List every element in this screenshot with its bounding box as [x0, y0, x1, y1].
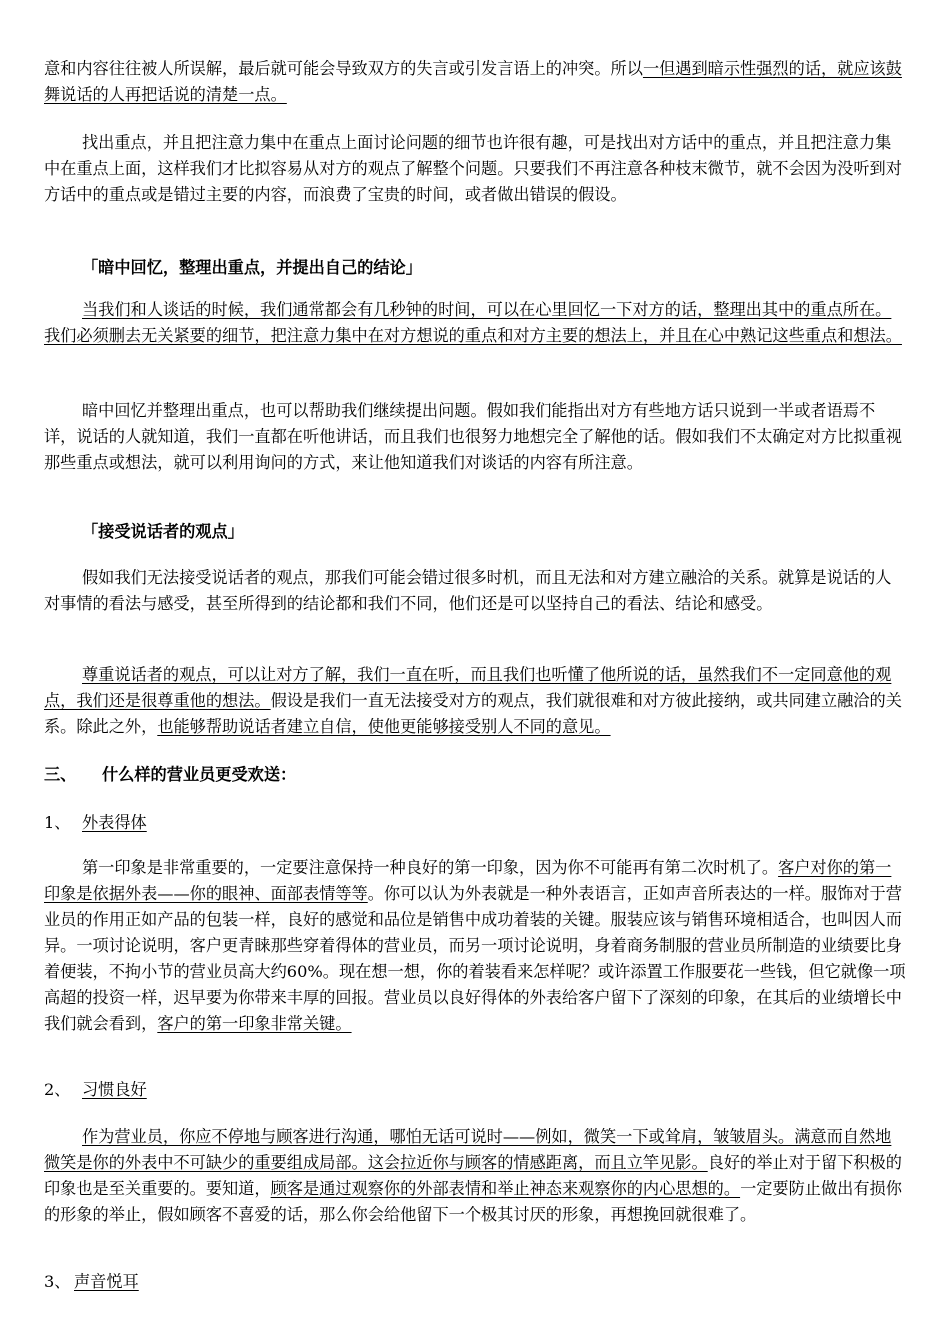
item-2-heading — [44, 1077, 906, 1103]
paragraph-1 — [44, 56, 906, 108]
paragraph-5: 假如我们无法接受说话者的观点，那我们可能会错过很多时机，而且无法和对方建立融洽的关系。就算是说话的人对事情的看法与感受，甚至所得到的结论都和我们不同，他们还是可以坚持自己的看法、结论和感受。 — [44, 568, 892, 613]
heading-accept: 「接受说话者的观点」 — [82, 522, 244, 541]
paragraph-1-text: 意和内容往往被人所误解，最后就可能会导致双方的失言或引发言语上的冲突。所以 — [44, 59, 643, 78]
paragraph-8-underlined-2: 顾客是通过观察你的外部表情和举止神态来观察你的内心思想的。 — [270, 1179, 741, 1198]
paragraph-1-underlined: 一但遇到暗示性强烈的话，就应该鼓舞说话的人再把话说的清楚一点。 — [44, 59, 902, 104]
item-1-title: 外表得体 — [82, 813, 147, 832]
paragraph-4: 暗中回忆并整理出重点，也可以帮助我们继续提出问题。假如我们能指出对方有些地方话只说到一半或者语焉不详，说话的人就知道，我们一直都在听他讲话，而且我们也很努力地想完全了解他的话。假如我们不太确定对方比拟重视那些重点或想法，就可以利用询问的方式，来让他知道我们对谈话的内容有所注意。 — [44, 401, 902, 472]
paragraph-6 — [44, 662, 906, 740]
item-2-title: 习惯良好 — [82, 1080, 147, 1099]
heading-recall: 「暗中回忆，整理出重点，并提出自己的结论」 — [82, 258, 422, 277]
paragraph-7-text-1: 第一印象是非常重要的，一定要注意保持一种良好的第一印象，因为你不可能再有第二次时机了。 — [82, 858, 779, 877]
section-3-heading — [44, 762, 906, 788]
paragraph-8-text-2: 一定要防止做出有损你的形象的举止，假如顾客不喜爱的话，那么你会给他留下一个极其讨厌的形象，再想挽回就很难了。 — [44, 1179, 902, 1224]
paragraph-7-text-2: 。你可以认为外表就是一种外表语言，正如声音所表达的一样。服饰对于营业员的作用正如产品的包装一样，良好的感觉和品位是销售中成功着装的关键。服装应该与销售环境相适合，也叫因人而异。一项讨论说明，客户更青睐那些穿着得体的营业员，而另一项讨论说明，身着商务制服的营业员所制造的业绩要比身着便装，不拘小节的营业员高大约60%。现在想一想，你的着装看来怎样呢？或许添置工作服要花一些钱，但它就像一项高超的投资一样，迟早要为你带来丰厚的回报。营业员以良好得体的外表给客户留下了深刻的印象，在其后的业绩增长中我们就会看到， — [44, 884, 906, 1033]
item-1-heading — [44, 810, 906, 836]
paragraph-7 — [44, 855, 906, 1037]
paragraph-8 — [44, 1124, 906, 1228]
paragraph-7-underlined-2: 客户的第一印象非常关键。 — [157, 1014, 352, 1033]
item-3-title: 声音悦耳 — [74, 1272, 139, 1291]
item-1-number: 1、 — [44, 813, 71, 832]
item-3-number: 3、 — [44, 1272, 71, 1291]
paragraph-6-underlined-2: 也能够帮助说话者建立自信，使他更能够接受别人不同的意见。 — [157, 717, 611, 736]
paragraph-8-underlined-1: 作为营业员，你应不停地与顾客进行沟通，哪怕无话可说时——例如，微笑一下或耸肩，皱皱眉头。满意而自然地微笑是你的外表中不可缺少的重要组成局部。这会拉近你与顾客的情感距离，而且立竿见影。 — [44, 1127, 892, 1172]
section-3-title: 什么样的营业员更受欢送： — [102, 765, 297, 784]
section-3-number: 三、 — [44, 765, 77, 784]
paragraph-6-underlined-1: 尊重说话者的观点，可以让对方了解，我们一直在听，而且我们也听懂了他所说的话，虽然我们不一定同意他的观点，我们还是很尊重他的想法。 — [44, 665, 892, 710]
item-3-heading — [44, 1269, 906, 1295]
paragraph-3: 当我们和人谈话的时候，我们通常都会有几秒钟的时间，可以在心里回忆一下对方的话，整理出其中的重点所在。我们必须删去无关紧要的细节，把注意力集中在对方想说的重点和对方主要的想法上，并且在心中熟记这些重点和想法。 — [44, 300, 902, 345]
paragraph-8-text-1: 良好的举止对于留下积极的印象也是至关重要的。要知道， — [44, 1153, 902, 1198]
item-2-number: 2、 — [44, 1080, 71, 1099]
paragraph-2: 找出重点，并且把注意力集中在重点上面讨论问题的细节也许很有趣，可是找出对方话中的重点，并且把注意力集中在重点上面，这样我们才比拟容易从对方的观点了解整个问题。只要我们不再注意各种枝末微节，就不会因为没听到对方话中的重点或是错过主要的内容，而浪费了宝贵的时间，或者做出错误的假设。 — [44, 133, 902, 204]
paragraph-7-underlined-1: 客户对你的第一印象是依据外表——你的眼神、面部表情等等 — [44, 858, 892, 903]
paragraph-6-text: 假设是我们一直无法接受对方的观点，我们就很难和对方彼此接纳，或共同建立融洽的关系。除此之外， — [44, 691, 902, 736]
